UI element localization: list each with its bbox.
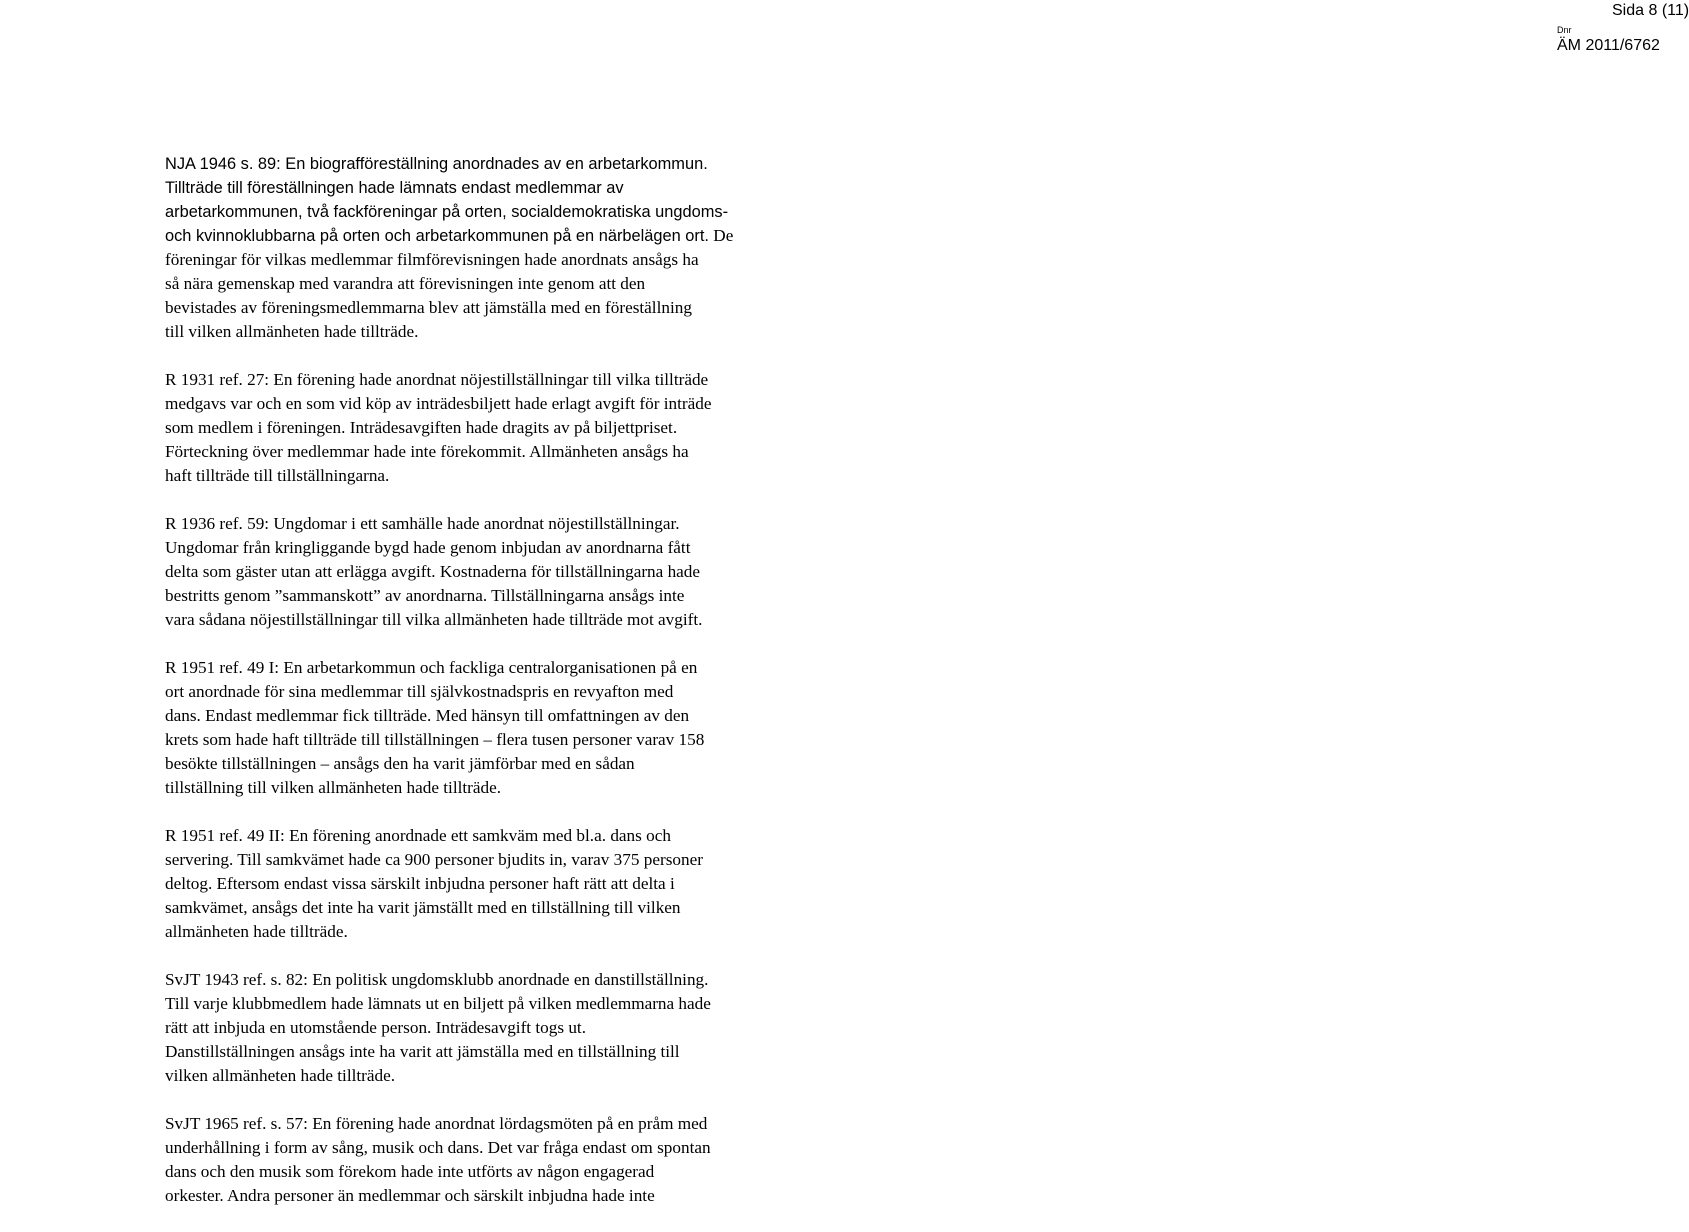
text-segment: NJA 1946 s. 89: En biografföreställning anordnades av en arbetarkommun. xyxy=(165,155,708,173)
text-segment: R 1931 ref. 27: En förening hade anordnat nöjestillställningar till vilka tillträde xyxy=(165,370,709,389)
text-segment: samkvämet, ansågs det inte ha varit jämställt med en tillställning till vilken xyxy=(165,898,681,917)
text-segment: bestritts genom ”sammanskott” av anordnarna. Tillställningarna ansågs inte xyxy=(165,586,685,605)
text-segment: orkester. Andra personer än medlemmar och särskilt inbjudna hade inte xyxy=(165,1186,655,1205)
text-line xyxy=(165,728,825,752)
text-line xyxy=(165,704,825,728)
text-line xyxy=(165,272,825,296)
text-segment: besökte tillställningen – ansågs den ha varit jämförbar med en sådan xyxy=(165,754,635,773)
text-line xyxy=(165,392,825,416)
case-paragraph xyxy=(165,656,825,800)
text-line xyxy=(165,200,825,224)
text-line xyxy=(165,608,825,632)
text-line xyxy=(165,416,825,440)
case-paragraph xyxy=(165,968,825,1088)
text-segment: R 1951 ref. 49 II: En förening anordnade ett samkväm med bl.a. dans och xyxy=(165,826,671,845)
text-line xyxy=(165,1016,825,1040)
text-segment: haft tillträde till tillställningarna. xyxy=(165,466,390,485)
text-segment: Förteckning över medlemmar hade inte förekommit. Allmänheten ansågs ha xyxy=(165,442,689,461)
text-line xyxy=(165,296,825,320)
text-line xyxy=(165,968,825,992)
text-line xyxy=(165,1184,825,1208)
case-paragraph xyxy=(165,512,825,632)
text-line xyxy=(165,440,825,464)
text-line xyxy=(165,1112,825,1136)
text-segment: dans och den musik som förekom hade inte utförts av någon engagerad xyxy=(165,1162,655,1181)
text-line xyxy=(165,464,825,488)
text-segment: Danstillställningen ansågs inte ha varit att jämställa med en tillställning till xyxy=(165,1042,680,1061)
case-paragraph xyxy=(165,1112,825,1208)
text-segment: allmänheten hade tillträde. xyxy=(165,922,348,941)
dnr-label: Dnr xyxy=(1557,25,1572,35)
text-segment: Ungdomar från kringliggande bygd hade genom inbjudan av anordnarna fått xyxy=(165,538,691,557)
text-segment: R 1951 ref. 49 I: En arbetarkommun och fackliga centralorganisationen på en xyxy=(165,658,698,677)
text-line xyxy=(165,1040,825,1064)
text-line xyxy=(165,224,825,248)
text-line xyxy=(165,248,825,272)
text-segment: delta som gäster utan att erlägga avgift. Kostnaderna för tillställningarna hade xyxy=(165,562,701,581)
text-segment: så nära gemenskap med varandra att förevisningen inte genom att den xyxy=(165,274,646,293)
text-line xyxy=(165,368,825,392)
text-segment: medgavs var och en som vid köp av inträdesbiljett hade erlagt avgift för inträde xyxy=(165,394,712,413)
text-segment: Till varje klubbmedlem hade lämnats ut en biljett på vilken medlemmarna hade xyxy=(165,994,711,1013)
text-segment: föreningar för vilkas medlemmar filmförevisningen hade anordnats ansågs ha xyxy=(165,250,699,269)
text-segment: ort anordnade för sina medlemmar till självkostnadspris en revyafton med xyxy=(165,682,674,701)
text-line xyxy=(165,584,825,608)
text-line xyxy=(165,680,825,704)
text-line xyxy=(165,920,825,944)
text-segment: till vilken allmänheten hade tillträde. xyxy=(165,322,419,341)
case-paragraph xyxy=(165,152,825,344)
text-segment: tillställning till vilken allmänheten hade tillträde. xyxy=(165,778,502,797)
text-segment: som medlem i föreningen. Inträdesavgiften hade dragits av på biljettpriset. xyxy=(165,418,678,437)
text-segment: underhållning i form av sång, musik och dans. Det var fråga endast om spontan xyxy=(165,1138,711,1157)
text-segment: SvJT 1943 ref. s. 82: En politisk ungdomsklubb anordnade en danstillställning. xyxy=(165,970,709,989)
text-segment: krets som hade haft tillträde till tillställningen – flera tusen personer varav 158 xyxy=(165,730,705,749)
text-line xyxy=(165,776,825,800)
text-segment: vilken allmänheten hade tillträde. xyxy=(165,1066,396,1085)
text-segment: Tillträde till föreställningen hade lämnats endast medlemmar av xyxy=(165,179,624,197)
text-segment: dans. Endast medlemmar fick tillträde. Med hänsyn till omfattningen av den xyxy=(165,706,690,725)
text-line xyxy=(165,512,825,536)
text-line xyxy=(165,536,825,560)
text-segment: rätt att inbjuda en utomstående person. Inträdesavgift togs ut. xyxy=(165,1018,586,1037)
text-line xyxy=(165,824,825,848)
text-line xyxy=(165,560,825,584)
text-segment: deltog. Eftersom endast vissa särskilt inbjudna personer haft rätt att delta i xyxy=(165,874,675,893)
text-line xyxy=(165,752,825,776)
text-line xyxy=(165,896,825,920)
text-line xyxy=(165,1160,825,1184)
document-body xyxy=(165,152,825,1232)
case-paragraph xyxy=(165,368,825,488)
text-segment: De xyxy=(708,226,734,245)
text-segment: bevistades av föreningsmedlemmarna blev att jämställa med en föreställning xyxy=(165,298,692,317)
text-line xyxy=(165,320,825,344)
dnr-value: ÄM 2011/6762 xyxy=(1557,37,1660,54)
text-line xyxy=(165,656,825,680)
page-number: Sida 8 (11) xyxy=(1612,2,1689,19)
text-line xyxy=(165,1136,825,1160)
text-line xyxy=(165,992,825,1016)
text-line xyxy=(165,848,825,872)
text-segment: och kvinnoklubbarna på orten och arbetarkommunen på en närbelägen ort. xyxy=(165,227,709,245)
text-segment: R 1936 ref. 59: Ungdomar i ett samhälle hade anordnat nöjestillställningar. xyxy=(165,514,680,533)
text-line xyxy=(165,1064,825,1088)
text-segment: arbetarkommunen, två fackföreningar på orten, socialdemokratiska ungdoms- xyxy=(165,203,729,221)
text-line xyxy=(165,152,825,176)
text-segment: servering. Till samkvämet hade ca 900 personer bjudits in, varav 375 personer xyxy=(165,850,703,869)
text-line xyxy=(165,872,825,896)
case-paragraph xyxy=(165,824,825,944)
text-segment: SvJT 1965 ref. s. 57: En förening hade anordnat lördagsmöten på en pråm med xyxy=(165,1114,708,1133)
text-line xyxy=(165,176,825,200)
text-segment: vara sådana nöjestillställningar till vilka allmänheten hade tillträde mot avgift. xyxy=(165,610,703,629)
